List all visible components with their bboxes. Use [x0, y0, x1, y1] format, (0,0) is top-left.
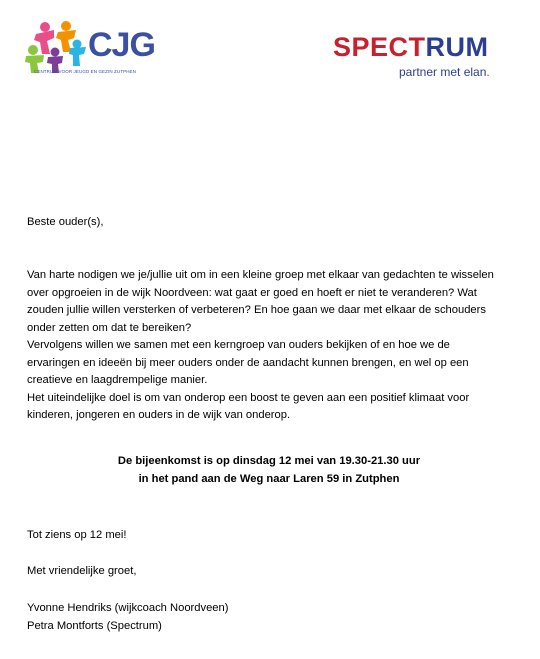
spectrum-logo [333, 34, 513, 82]
greeting: Met vriendelijke groet, [27, 565, 137, 577]
paragraph-line: ervaringen en ideeën bij meer ouders onder de aandacht kunnen brengen, en wel op een [27, 356, 469, 369]
paragraph-line: Vervolgens willen we samen met een kerngroep van ouders bekijken of en hoe we de [27, 339, 450, 351]
closing-line: Tot ziens op 12 mei! [27, 529, 127, 541]
signature-line: Petra Montforts (Spectrum) [27, 619, 162, 632]
spectrum-tagline-text: partner met elan [399, 65, 487, 79]
cjg-logo [24, 18, 159, 80]
meeting-details [27, 453, 511, 488]
signatures [27, 600, 517, 635]
paragraph-line: over opgroeien in de wijk Noordveen: wat gaat er goed en hoeft er niet te veranderen? Wat [27, 286, 477, 299]
cjg-figures-icon [24, 18, 90, 74]
salutation: Beste ouder(s), [27, 216, 104, 228]
spectrum-tagline [399, 65, 490, 79]
spectrum-logo-text-blue: RUM [425, 32, 489, 62]
meeting-location: in het pand aan de Weg naar Laren 59 in Zutphen [138, 472, 400, 485]
paragraph-line: creatieve en laagdrempelige manier. [27, 374, 208, 386]
cjg-logo-text: CJG [88, 26, 155, 64]
meeting-date: De bijeenkomst is op dinsdag 12 mei van 19.30-21.30 uur [117, 455, 421, 467]
spectrum-logo-text [333, 34, 489, 61]
paragraph-line: Van harte nodigen we je/jullie uit om in een kleine groep met elkaar van gedachten te wisselen [27, 269, 494, 281]
paragraph-line: onder zetten om dat te bereiken? [27, 321, 192, 334]
letter-paragraph [27, 267, 517, 425]
signature-line: Yvonne Hendriks (wijkcoach Noordveen) [27, 602, 229, 614]
paragraph-line: kinderen, jongeren en ouders in de wijk van onderop. [27, 409, 291, 421]
cjg-logo-subtitle: CENTRUM VOOR JEUGD EN GEZIN ZUTPHEN [34, 69, 137, 74]
spectrum-logo-text-red: SPECT [333, 32, 426, 62]
paragraph-line: zouden jullie willen versterken of verbeteren? En hoe gaan we daar met elkaar de schouders [27, 304, 486, 316]
paragraph-line: Het uiteindelijke doel is om van onderop een boost te geven aan een positief klimaat voor [27, 391, 470, 404]
spectrum-tagline-dot: . [486, 65, 490, 79]
